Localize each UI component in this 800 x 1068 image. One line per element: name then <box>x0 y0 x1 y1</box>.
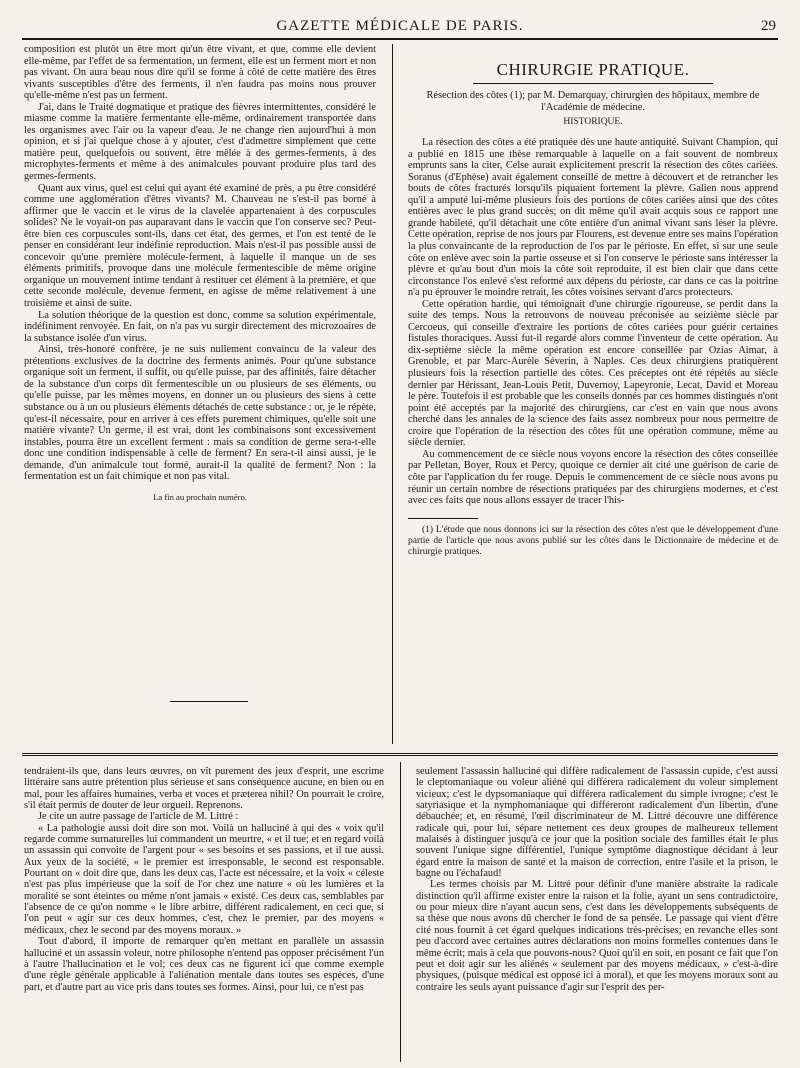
paragraph: « La pathologie aussi doit dire son mot. Voilà un halluciné à qui des « voix qu'il regarde comme surnaturelles lui commandent un meurtre, « et il tue; et en regard voilà un assassin qui convoite de l'argent pour « ses besoins et ses passions, et il tue aussi. Aux yeux de la société, « le premier est irresponsable, le second est responsable. Pourtant on « doit dire que, dans les deux cas, l'acte est nécessaire, et la voix « céleste n'est pas plus impérieuse que la soif de l'or chez une nature « où les lumières et la moralité se sont éteintes ou même n'ont jamais « existé. Ces deux cas, semblables par l'absence de ce qu'on nomme « le libre arbitre, différent radicalement, en ceci que, si l'on peut « agir sur ces deux hommes, c'est, chez le premier, par des moyens « médicaux, chez le second par des moyens moraux. » <box>24 822 384 936</box>
paragraph: composition est plutôt un être mort qu'un être vivant, et que, comme elle devient elle-même, par l'effet de sa fermentation, un ferment, elle est un ferment mort et non pas vivant. On aura beau nous dire qu'il se forme à côté de cette matière des êtres vivants susceptibles d'être des ferments, il n'en faudra pas moins nous prouver qu'elle-même n'est pas un ferment. <box>24 44 376 102</box>
end-rule <box>170 701 248 702</box>
journal-title: GAZETTE MÉDICALE DE PARIS. <box>276 18 524 34</box>
section-separator <box>22 753 778 756</box>
left-column <box>24 44 376 503</box>
section-title: CHIRURGIE PRATIQUE. <box>496 60 690 79</box>
article-heading: Résection des côtes (1); par M. Demarquay, chirurgien des hôpitaux, membre de l'Académie de médecine. <box>426 89 760 113</box>
paragraph: tendraient-ils que, dans leurs œuvres, on vît purement des jeux d'esprit, une escrime littéraire sans autre prétention plus sérieuse et sans conséquence aucune, en bien ou en mal, pour les affaires humaines, verba et voces et præterea nihil? On pourrait le croire, s'il était permis de douter de leur orgueil. Reprenons. <box>24 766 384 812</box>
paragraph: Au commencement de ce siècle nous voyons encore la résection des côtes conseillée par Pelletan, Boyer, Roux et Percy, quoique ce dernier ait cité une guérison de carie de côte par l'application du fer rouge. Depuis le commencement de ce siècle nous avons pu réunir un certain nombre de résections pratiquées par des chirurgiens modernes, et c'est avec ces faits que nous allons essayer de tracer l'his- <box>408 448 778 507</box>
footnote-rule <box>408 518 478 519</box>
paragraph: Quant aux virus, quel est celui qui ayant été examiné de près, a pu être considéré comme une agglomération d'êtres vivants? M. Chauveau ne s'est-il pas borné à affirmer que le vaccin et le virus de la clavelée appartenaient à des corpuscules solides? Ne le voyait-on pas auparavant dans le vaccin que l'on conserve sec? Peut-être bien ces corpuscules sont-ils, dans cet état, des germes, et l'on est tenté de le penser en considérant leur indéfinie reproduction. Mais n'est-il pas possible aussi de concevoir qu'une première molécule-ferment, à laquelle il manque un de ses éléments primitifs, provoque dans une molécule fermentescible de même origine organique un mouvement intime tendant à restituer cet élément à la première, et que cette seconde molécule, devenue ferment, en agisse de même relativement à une troisième et ainsi de suite. <box>24 182 376 310</box>
signoff: La fin au prochain numéro. <box>153 491 247 502</box>
column-divider <box>392 44 393 744</box>
paragraph: Les termes choisis par M. Littré pour définir d'une manière abstraite la radicale distinction qu'il affirme exister entre la raison et la folie, ayant un sens contradictoire, ou pour mieux dire n'ayant aucun sens, c'est dans les développements subséquents de sa thèse que nous avons dû chercher le fond de sa pensée. Le passage qui vient d'être cité nous fournit à cet égard quelques indications très-précises; en revanche elles sont peu d'accord avec certaines autres déclarations non moins formelles contenues dans le même écrit; mais à cela que pouvons-nous? Quoi qu'il en soit, en posant ce fait que l'on peut et doit agir sur les aliénés « seulement par des moyens médicaux, » c'est-à-dire physiques, (puisque médical est opposé ici à moral), et que les moyens moraux sont au contraire les seuls ayant puissance d'agir sur l'esprit des per- <box>416 879 778 993</box>
paragraph: seulement l'assassin halluciné qui diffère radicalement de l'assassin cupide, c'est aussi le cleptomaniaque ou voleur aliéné qui différera radicalement du voleur simplement vicieux; c'est le dypsomaniaque qui différera radicalement du simple ivrogne; c'est le satyriasique et la nymphomaniaque qui différeront radicalement d'un libertin, d'une débauchée; et, en résumé, l'œil discriminateur de M. Littré découvre une différence radicale qui, pour lui, sépare nettement ces deux groupes de malheureux tellement malaisés à distinguer jusqu'à ce jour que la position sociale des familles était le plus souvent l'unique signe différentiel, l'unique symptôme diagnostique décidant à leur égard entre la maison de santé et la maison de correction, entre l'asile et la prison, le bagne ou l'échafaud! <box>416 766 778 880</box>
page-number: 29 <box>761 18 776 34</box>
paragraph: Cette opération hardie, qui témoignait d'une chirurgie rigoureuse, se perdit dans la suite des temps. Nous la retrouvons de nouveau préconisée au seizième siècle par Cercoeus, qui conseille d'extraire les portions de côtes cariées pour guérir certaines fistules thoraciques. Aussi fut-il regardé alors comme l'inventeur de cette opération. Au dix-septième siècle la même opération est encore conseillée par Ozias Aimar, à Grenoble, et par Marc-Aurèle Séverin, à Naples. Ces deux chirurgiens pratiquèrent plusieurs fois la résection partielle des côtes. Ces préceptes ont été répétés au siècle dernier par Hérissant, Jean-Louis Petit, Duvernoy, Lapeyronie, Lecat, David et Moreau le père. Toutefois il est probable que les conseils donnés par ces hommes distingués n'ont point été acceptés par la majorité des chirurgiens, car c'est en vain que nous avons cherché dans les annales de la science des faits assez nombreux pour nous permettre de croire que l'opération de la résection des côtes fût une opération commune, même au siècle dernier. <box>408 298 778 449</box>
paragraph: Ainsi, très-honoré confrère, je ne suis nullement convaincu de la valeur des prétentions exclusives de la doctrine des ferments animés. Pour qu'une substance organique soit un ferment, il suffit, ou qu'elle puisse, par des affinités, faire détacher de la substance d'un corps dit fermentescible un ou plusieurs de ses éléments, ou qu'elle puisse, par les mêmes moyens, en donner un ou plusieurs des siens à cette substance ou à un ou plusieurs éléments détachés de cette substance : or, je le répète, qu'est-il nécessaire, pour en arriver à ces effets purement chimiques, qu'elle soit une matière vivante? Un germe, il est vrai, dont les combinaisons sont excessivement instables, pourra être un excellent ferment : mais sa condition de germe sera-t-elle donc une condition indispensable à celle de ferment? En sera-t-il ainsi aussi, je le demande, d'un animalcule tout formé, aurait-il la qualité de ferment? Non : la fermentation est un fait chimique et non pas vital. <box>24 344 376 483</box>
column-divider <box>400 762 401 1062</box>
paragraph: La solution théorique de la question est donc, comme sa solution expérimentale, indéfiniment renvoyée. En fait, on n'a pas vu surgir directement des microzoaires de la substance isolée d'un virus. <box>24 309 376 344</box>
page-header <box>22 14 778 40</box>
footnote: (1) L'étude que nous donnons ici sur la résection des côtes n'est que le développement d'une partie de l'article que nous avons publié sur les côtes dans le Dictionnaire de médecine et de chirurgie pratiques. <box>408 524 778 557</box>
paragraph: La résection des côtes a été pratiquée dès une haute antiquité. Suivant Champion, qui a publié en 1815 une thèse remarquable à laquelle on a fait souvent de nombreux emprunts sans la citer, Celse aurait explicitement prescrit la résection des côtes cariées. Soranus (d'Ephèse) avait également conseillé de mettre à découvert et de retrancher les bouts de côtes fracturés lorsqu'ils piquaient fortement la plèvre. Galien nous apprend qu'il a amputé lui-même plusieurs fois des portions de côtes cariées ainsi que des côtes entières avec le plus grand succès; on dit même qu'il avait acquis sous ce rapport une grande habileté, qu'il détachait une côte entière d'un animal vivant sans léser la plèvre. Cette opération, reprise de nos jours par Flourens, est devenue entre ses mains l'opération la plus convaincante de la reproduction de l'os par le périoste. En effet, si sur une seule côte on enlève avec soin la partie osseuse et si l'on conserve le périoste sans intéresser la plèvre et qu'au bout d'un mois la côte soit reproduite, il est bien clair que dans cette circonstance l'os enlevé s'est reformé aux dépens du périoste, car dans ce cas la poitrine n'a pu éprouver le moindre retrait, les côtes voisines servant d'arcs protecteurs. <box>408 137 778 299</box>
right-column <box>408 44 778 558</box>
sub-heading: HISTORIQUE. <box>563 116 623 127</box>
paragraph: Tout d'abord, il importe de remarquer qu'en mettant en parallèle un assassin halluciné et un assassin voleur, notre philosophe n'entend pas opposer précisément l'un à l'autre l'hallucination et le vol; ces deux cas ne figurent ici que comme exemple d'une règle générale applicable à l'aliénation mentale dans toutes ses espèces, d'une part, et d'autre part au vice pris dans toutes ses formes. Ainsi, pour lui, ce n'est pas <box>24 936 384 993</box>
bottom-left-column <box>24 766 384 993</box>
bottom-right-column <box>416 766 778 993</box>
title-rule <box>473 83 713 84</box>
paragraph: Je cite un autre passage de l'article de M. Littré : <box>38 811 239 823</box>
paragraph: J'ai, dans le Traité dogmatique et pratique des fièvres intermittentes, considéré le miasme comme la matière fermentante elle-même, ordinairement transportée dans les organismes avec l'air ou la vapeur d'eau. Je ne change rien aujourd'hui à mon opinion, et si j'ai quelque chose à y ajouter, c'est d'admettre simplement que cette matière peut, quelquefois ou souvent, être mêlée à des germes-ferments, à des microphytes-ferments et même à des animalcules pouvant produire plus tard des germes-ferments. <box>24 101 376 183</box>
